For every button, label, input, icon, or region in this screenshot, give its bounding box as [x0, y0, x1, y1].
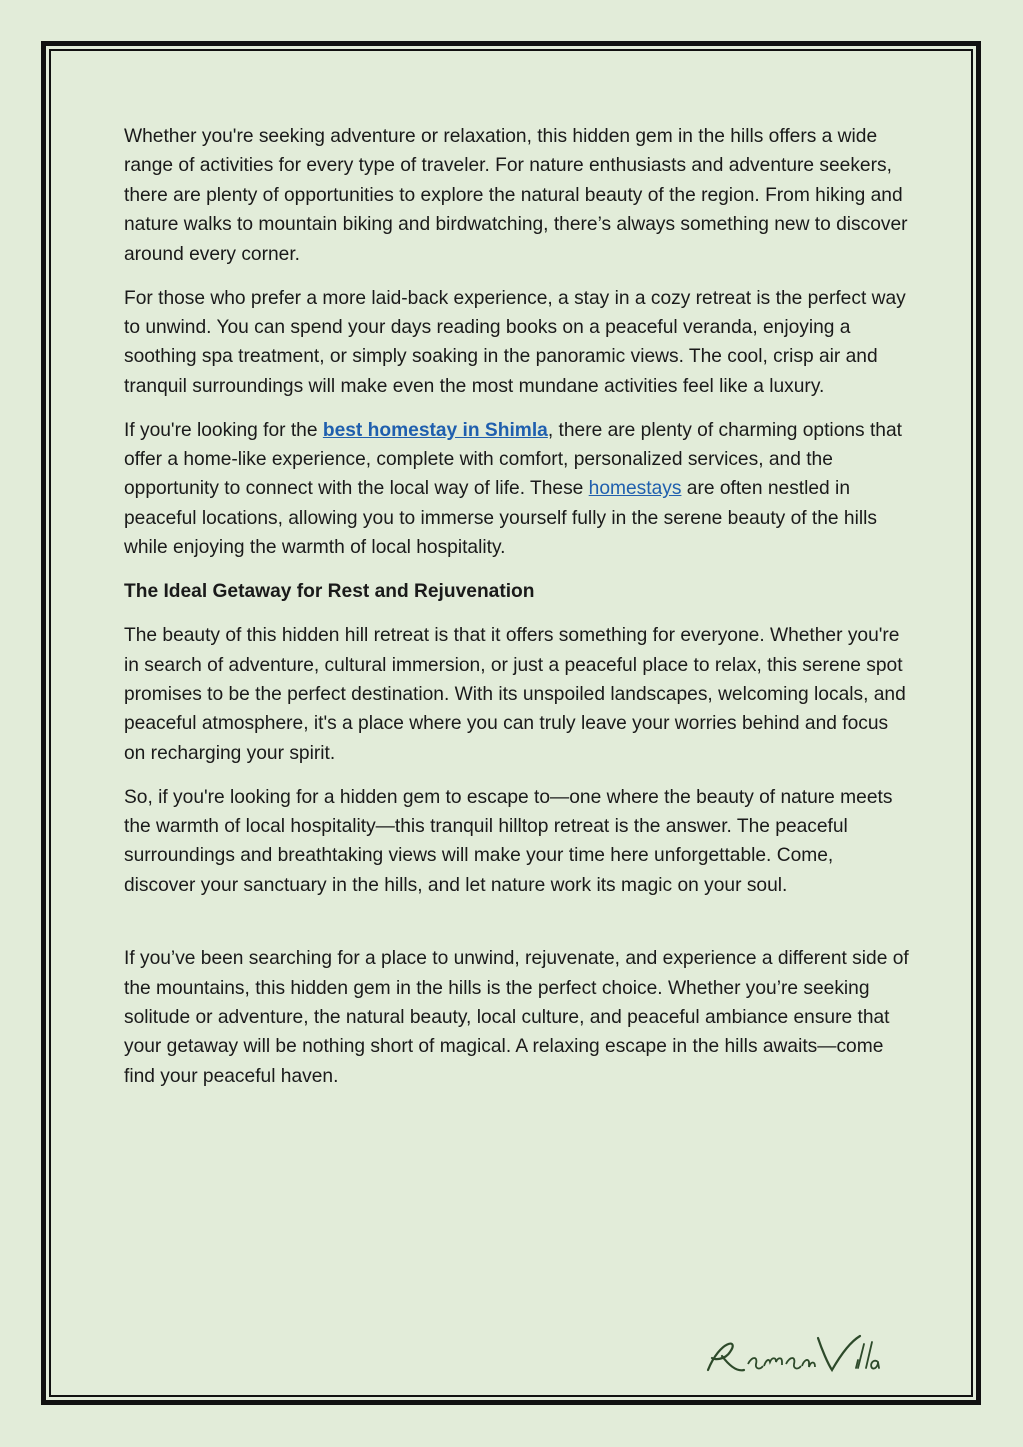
paragraph-homestay-text-end: are often nestled in peaceful locations, allowing you to immerse yourself fully in the serene beauty of the hills while enjoying the warmth of local hospitality. — [124, 478, 877, 559]
paragraph-conclusion: If you’ve been searching for a place to unwind, rejuvenate, and experience a different side of the mountains, this hidden gem in the hills is the perfect choice. Whether you’re seeking solitude or adventure, the natural beauty, local culture, and peaceful ambiance ensure that your getaway will be nothing short of magical. A relaxing escape in the hills awaits—come find your peaceful haven. — [124, 948, 909, 1087]
ramanvilla-logo — [700, 1330, 900, 1380]
document-body — [124, 122, 909, 1106]
best-homestay-link[interactable]: best homestay in Shimla — [322, 419, 548, 441]
paragraph-activities: Whether you're seeking adventure or relaxation, this hidden gem in the hills offers a wide range of activities for every type of traveler. For nature enthusiasts and adventure seekers, there are plenty of opportunities to explore the natural beauty of the region. From hiking and nature walks to mountain biking and birdwatching, there’s always something new to discover around every corner. — [124, 126, 908, 265]
paragraph-hidden-gem: So, if you're looking for a hidden gem to escape to—one where the beauty of nature meets the warmth of local hospitality—this tranquil hilltop retreat is the answer. The peaceful surroundings and breathtaking views will make your time here unforgettable. Come, discover your sanctuary in the hills, and let nature work its magic on your soul. — [124, 786, 893, 896]
homestays-link[interactable]: homestays — [588, 478, 682, 500]
paragraph-homestay — [124, 416, 909, 563]
section-heading: The Ideal Getaway for Rest and Rejuvenation — [124, 581, 535, 603]
paragraph-homestay-text-start: If you're looking for the — [124, 419, 323, 441]
logo-signature-icon — [700, 1330, 900, 1380]
paragraph-hill-retreat: The beauty of this hidden hill retreat is that it offers something for everyone. Whether you're in search of adventure, cultural immersion, or just a peaceful place to relax, this serene spot promises to be the perfect destination. With its unspoiled landscapes, welcoming locals, and peaceful atmosphere, it's a place where you can truly leave your worries behind and focus on recharging your spirit. — [124, 625, 906, 764]
paragraph-laid-back: For those who prefer a more laid-back experience, a stay in a cozy retreat is the perfect way to unwind. You can spend your days reading books on a peaceful veranda, enjoying a soothing spa treatment, or simply soaking in the panoramic views. The cool, crisp air and tranquil surroundings will make even the most mundane activities feel like a luxury. — [124, 287, 906, 397]
paragraph-homestay-text-middle: , there are plenty of charming options that offer a home-like experience, complete with comfort, personalized services, and the opportunity to connect with the local way of life. These — [124, 419, 902, 500]
